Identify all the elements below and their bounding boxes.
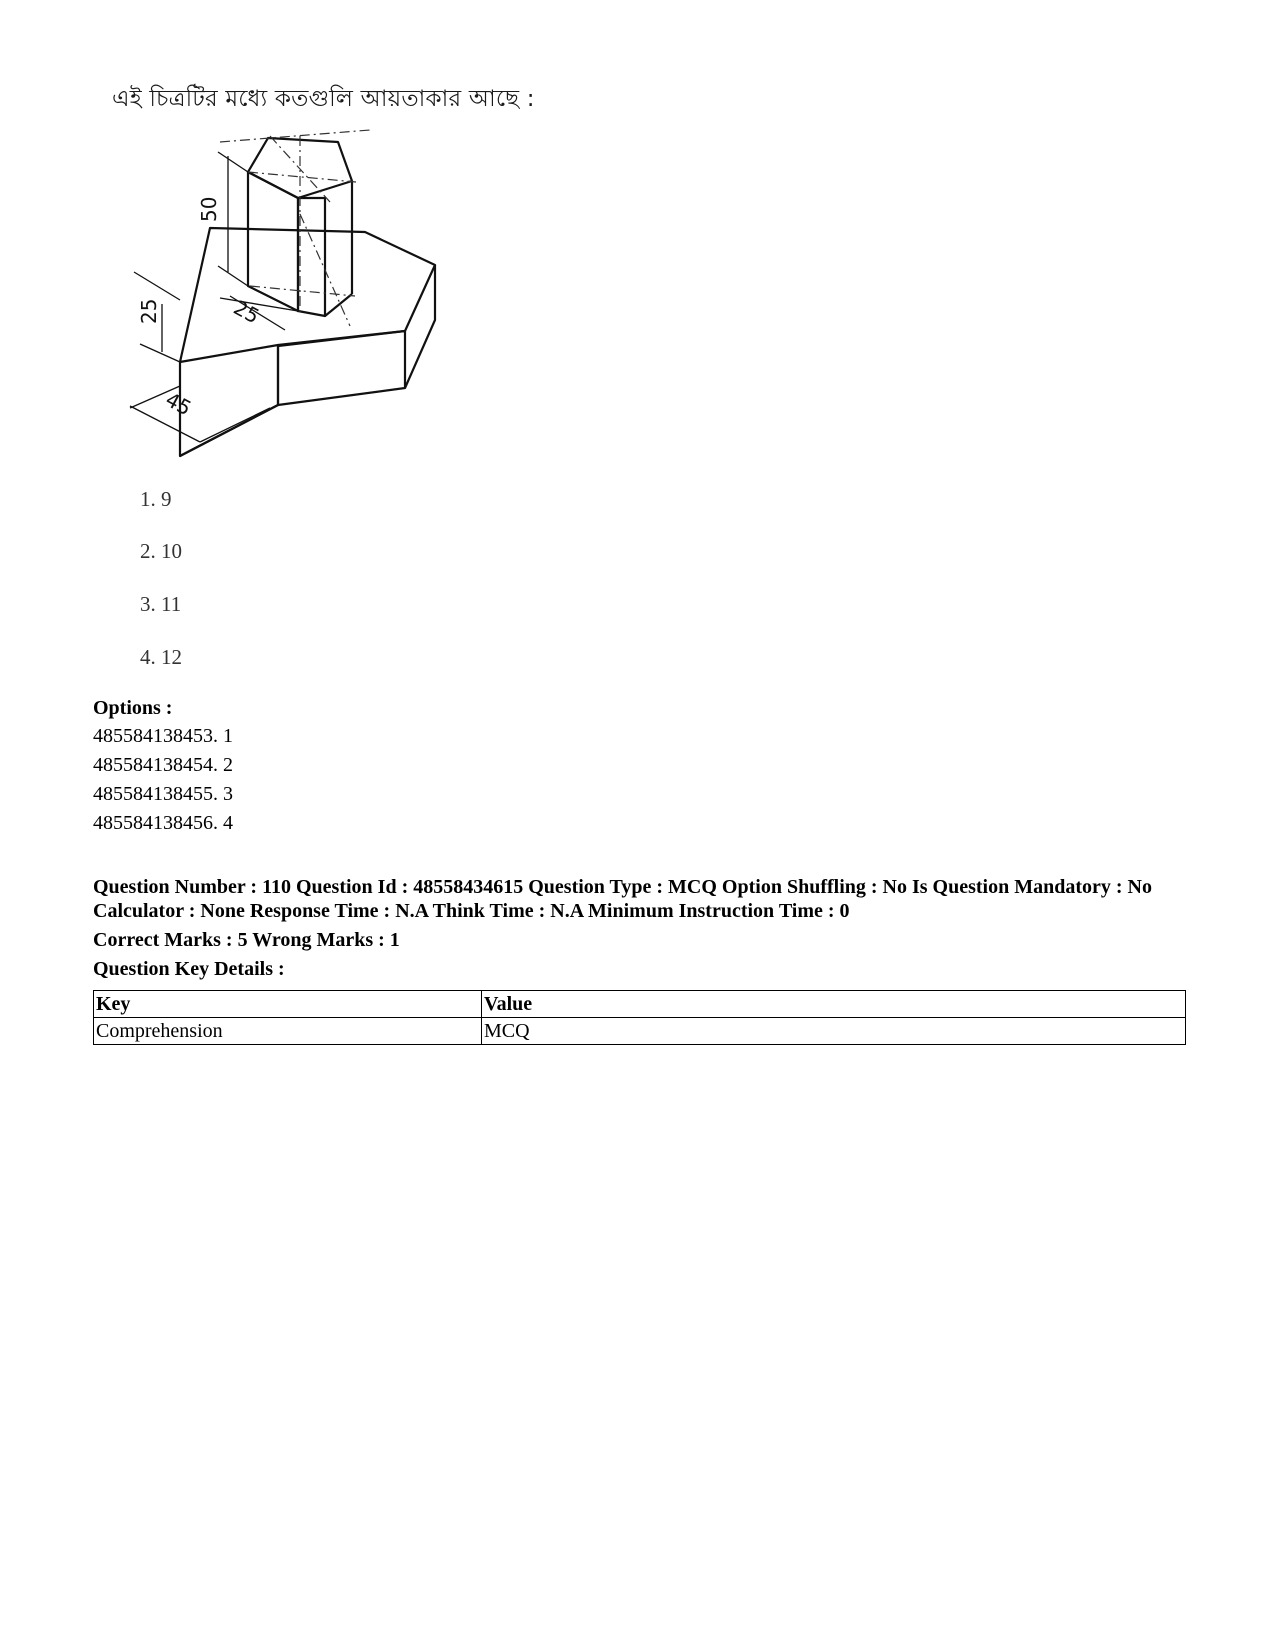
- key-details-table: [93, 990, 1186, 1045]
- question-text: এই চিত্রটির মধ্যে কতগুলি আয়তাকার আছে :: [112, 86, 535, 112]
- table-header-value: Value: [482, 991, 1186, 1018]
- table-header-row: [94, 991, 1186, 1018]
- answer-choice-1: 1. 9: [140, 487, 172, 511]
- option-item: 485584138453. 1: [93, 725, 233, 747]
- answer-choice-3: 3. 11: [140, 592, 182, 616]
- dim-label-50: 50: [197, 196, 221, 222]
- question-meta: Question Number : 110 Question Id : 48558434615 Question Type : MCQ Option Shuffling : No Is Question Mandatory : No Calculator : None Response Time : N.A Think Time : N.A Minimum Instruction Time : 0: [93, 876, 1152, 922]
- table-cell-key: Comprehension: [94, 1018, 482, 1045]
- options-heading: Options :: [93, 697, 173, 719]
- key-details-heading: Question Key Details :: [93, 958, 285, 980]
- dim-label-25-base: 25: [137, 298, 161, 324]
- option-item: 485584138455. 3: [93, 783, 233, 805]
- base-right-face: [405, 265, 435, 388]
- table-header-key: Key: [94, 991, 482, 1018]
- answer-choice-4: 4. 12: [140, 645, 182, 669]
- prism-front-face: [298, 198, 325, 316]
- isometric-figure: [100, 126, 460, 466]
- option-item: 485584138454. 2: [93, 754, 233, 776]
- table-row: [94, 1018, 1186, 1045]
- dim-label-25-prism: 25: [229, 295, 264, 329]
- marks-info: Correct Marks : 5 Wrong Marks : 1: [93, 929, 400, 951]
- prism-top-face: [248, 138, 352, 198]
- answer-choice-2: 2. 10: [140, 539, 182, 563]
- table-cell-value: MCQ: [482, 1018, 1186, 1045]
- dim-label-45: 45: [161, 387, 196, 421]
- option-item: 485584138456. 4: [93, 812, 233, 834]
